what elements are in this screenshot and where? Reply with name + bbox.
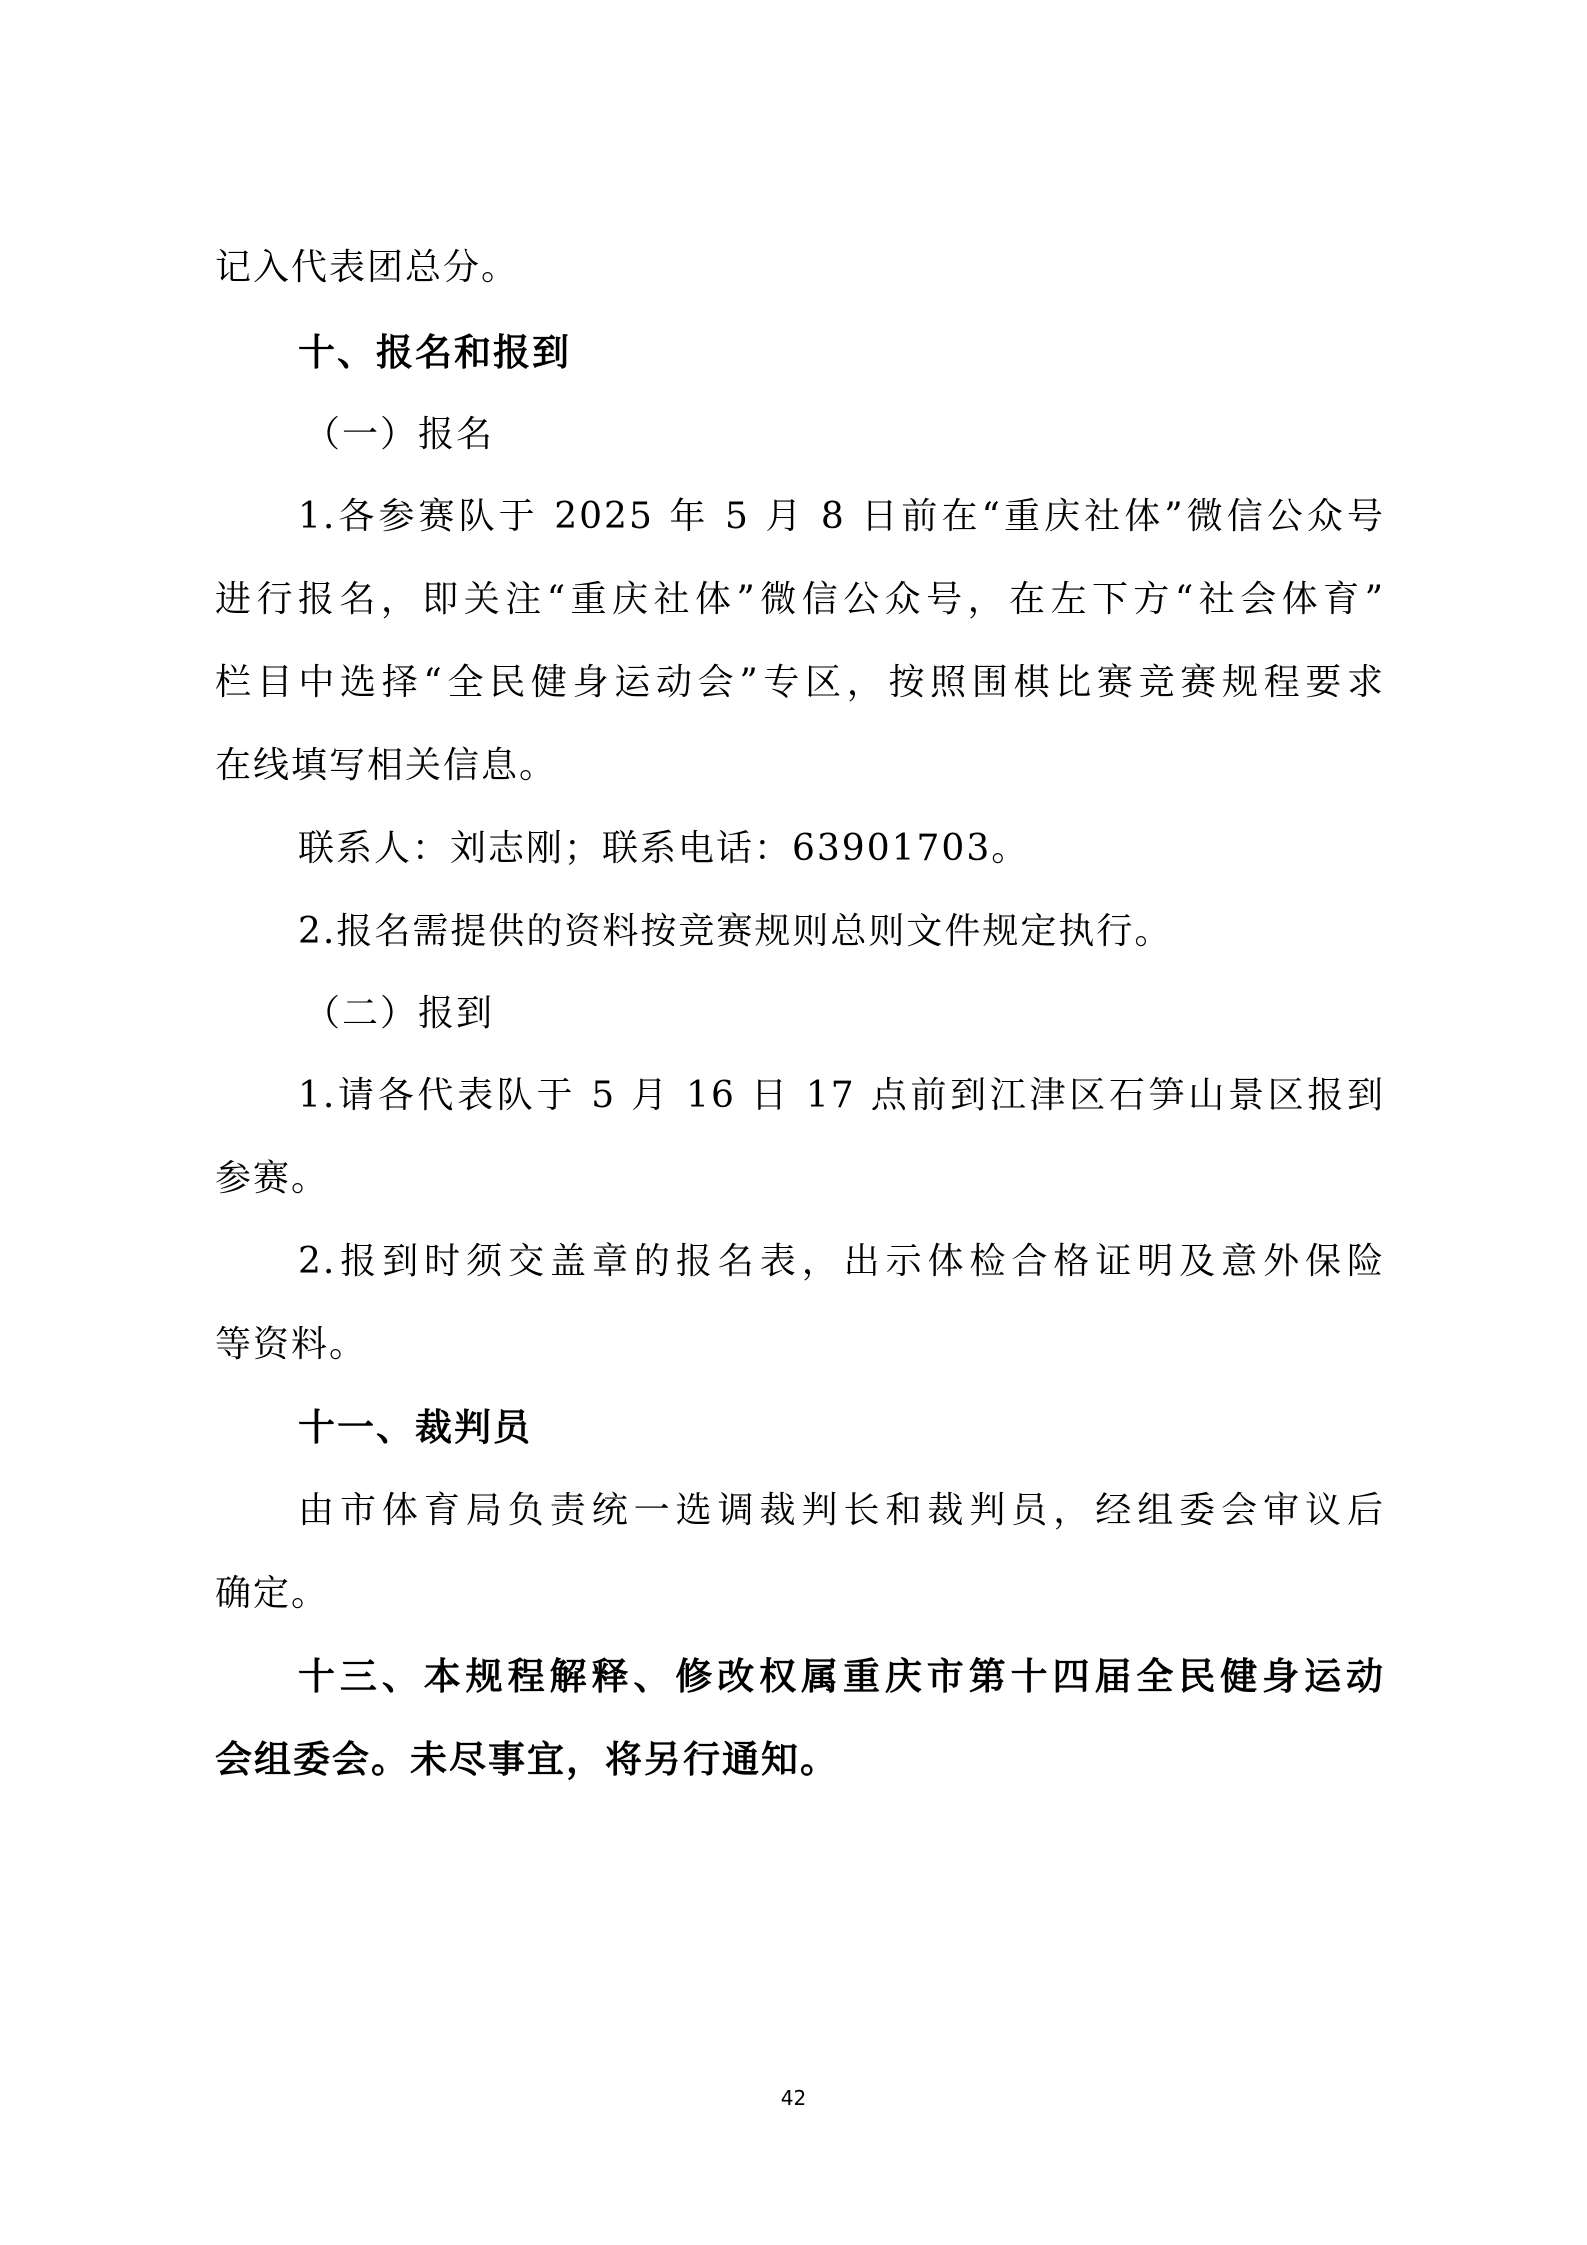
paragraph-line: 在线填写相关信息。 bbox=[215, 745, 558, 786]
page-number: 42 bbox=[780, 2086, 807, 2110]
subsection-heading-checkin: （二）报到 bbox=[304, 993, 495, 1034]
paragraph-line: 等资料。 bbox=[215, 1324, 368, 1365]
paragraph-line: 栏目中选择“全民健身运动会”专区，按照围棋比赛竞赛规程要求 bbox=[215, 662, 1385, 703]
paragraph-line: 确定。 bbox=[215, 1573, 330, 1614]
paragraph-line: 由市体育局负责统一选调裁判长和裁判员，经组委会审议后 bbox=[298, 1490, 1385, 1531]
paragraph-line: 1.请各代表队于 5 月 16 日 17 点前到江津区石笋山景区报到 bbox=[298, 1075, 1385, 1116]
paragraph-line-bold: 会组委会。未尽事宜，将另行通知。 bbox=[215, 1738, 839, 1781]
paragraph-line: 1.各参赛队于 2025 年 5 月 8 日前在“重庆社体”微信公众号 bbox=[298, 496, 1385, 537]
subsection-heading-signup: （一）报名 bbox=[304, 414, 495, 455]
paragraph-line: 2.报名需提供的资料按竞赛规则总则文件规定执行。 bbox=[298, 911, 1173, 952]
paragraph-line: 2.报到时须交盖章的报名表，出示体检合格证明及意外保险 bbox=[298, 1241, 1385, 1282]
contact-info: 联系人：刘志刚；联系电话：63901703。 bbox=[298, 828, 1030, 869]
section-heading-registration: 十、报名和报到 bbox=[298, 331, 571, 374]
paragraph-line: 参赛。 bbox=[215, 1158, 330, 1199]
section-heading-referees: 十一、裁判员 bbox=[298, 1406, 532, 1449]
paragraph-line: 记入代表团总分。 bbox=[215, 247, 520, 288]
section-heading-interpretation: 十三、本规程解释、修改权属重庆市第十四届全民健身运动 bbox=[298, 1655, 1385, 1698]
paragraph-line: 进行报名，即关注“重庆社体”微信公众号，在左下方“社会体育” bbox=[215, 579, 1385, 620]
